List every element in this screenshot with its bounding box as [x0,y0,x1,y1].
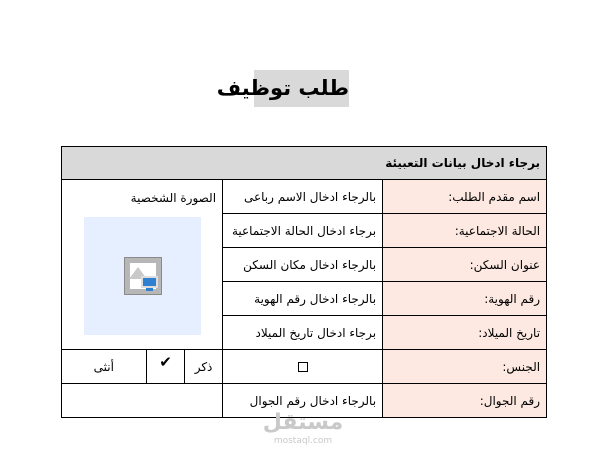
watermark-url: mostaql.com [273,436,333,446]
image-placeholder-icon [124,257,162,295]
row-gender [62,350,547,384]
gender-female-tick-cell[interactable] [147,350,185,384]
input-marital-status[interactable]: برجاء ادخال الحالة الاجتماعية [223,214,383,248]
photo-label: الصورة الشخصية [130,191,217,205]
gender-female-option[interactable] [62,350,147,384]
image-icon-stand [146,288,153,291]
row-applicant-name [62,180,547,214]
label-marital-status: الحالة الاجتماعية: [383,214,547,248]
input-mobile[interactable]: بالرجاء ادخال رقم الجوال [223,384,383,418]
input-birth-date[interactable]: برجاء ادخال تاريخ الميلاد [223,316,383,350]
watermark-logo-text: مستقل [262,410,344,435]
empty-checkbox-icon[interactable] [298,362,308,372]
photo-upload-area[interactable] [84,217,201,335]
input-id-number[interactable]: بالرجاء ادخال رقم الهوية [223,282,383,316]
input-address[interactable]: بالرجاء ادخال مكان السكن [223,248,383,282]
form-header-row [62,147,547,180]
gender-male-option[interactable] [185,350,223,384]
input-applicant-name[interactable]: بالرجاء ادخال الاسم رباعى [223,180,383,214]
mobile-empty-cell [62,384,223,418]
label-address: عنوان السكن: [383,248,547,282]
application-form-table [61,146,547,418]
label-applicant-name: اسم مقدم الطلب: [383,180,547,214]
mostaql-watermark [262,410,344,452]
gender-male-checkbox-cell[interactable] [223,350,383,384]
image-icon-monitor [141,276,158,288]
label-gender: الجنس: [383,350,547,384]
checkmark-icon: ✔ [159,352,172,371]
label-id-number: رقم الهوية: [383,282,547,316]
label-birth-date: تاريخ الميلاد: [383,316,547,350]
form-title: طلب توظيف [254,70,349,107]
form-header: برجاء ادخال بيانات التعبيئة [62,147,547,180]
gender-female-label: أنثى [93,359,114,374]
gender-male-label: ذكر [194,359,213,374]
photo-cell [62,180,223,350]
label-mobile: رقم الجوال: [383,384,547,418]
